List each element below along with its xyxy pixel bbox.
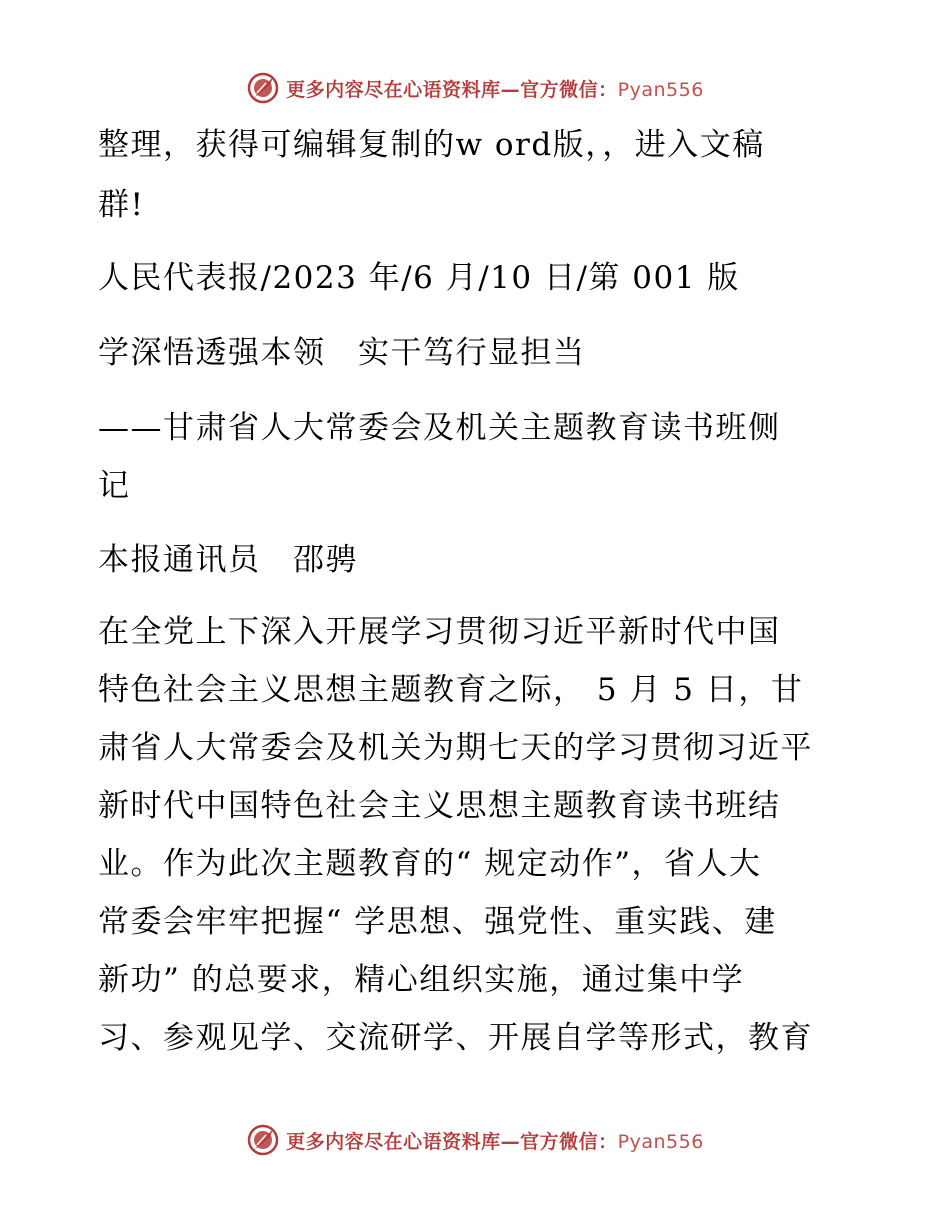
text-line: 新功” 的总要求，精心组织实施，通过集中学: [98, 962, 745, 998]
text-line: 习、参观见学、交流研学、开展自学等形式，教育: [98, 1020, 813, 1056]
header-watermark: [0, 68, 950, 108]
watermark-wechat-id: Pyan556: [617, 1130, 704, 1153]
quill-seal-icon: [246, 71, 280, 105]
text-line: 人民代表报/2023 年/6 月/10 日/第 001 版: [98, 260, 740, 296]
watermark-text: [286, 1127, 704, 1154]
text-line: 常委会牢牢把握“ 学思想、强党性、重实践、建: [98, 904, 777, 940]
quill-seal-icon: [246, 1123, 280, 1157]
watermark-wechat-id: Pyan556: [617, 78, 704, 101]
text-line: 群!: [98, 187, 145, 223]
text-line: 记: [98, 468, 131, 504]
watermark-text-cn: 更多内容尽在心语资料库—官方微信：: [286, 1130, 618, 1153]
text-line: 在全党上下深入开展学习贯彻习近平新时代中国: [98, 614, 781, 650]
footer-watermark: [0, 1120, 950, 1160]
text-line: 学深悟透强本领 实干笃行显担当: [98, 335, 586, 371]
text-line: 本报通讯员 邵骋: [98, 542, 358, 578]
text-line: 业。作为此次主题教育的“ 规定动作”，省人大: [98, 846, 762, 882]
text-line: ——甘肃省人大常委会及机关主题教育读书班侧: [98, 410, 781, 446]
watermark-text-cn: 更多内容尽在心语资料库—官方微信：: [286, 78, 618, 101]
text-line: 新时代中国特色社会主义思想主题教育读书班结: [98, 788, 781, 824]
text-line: 特色社会主义思想主题教育之际， 5 月 5 日，甘: [98, 672, 804, 708]
text-line: 整理，获得可编辑复制的w ord版，，进入文稿: [98, 127, 765, 163]
watermark-text: [286, 75, 704, 102]
text-line: 肃省人大常委会及机关为期七天的学习贯彻习近平: [98, 730, 813, 766]
